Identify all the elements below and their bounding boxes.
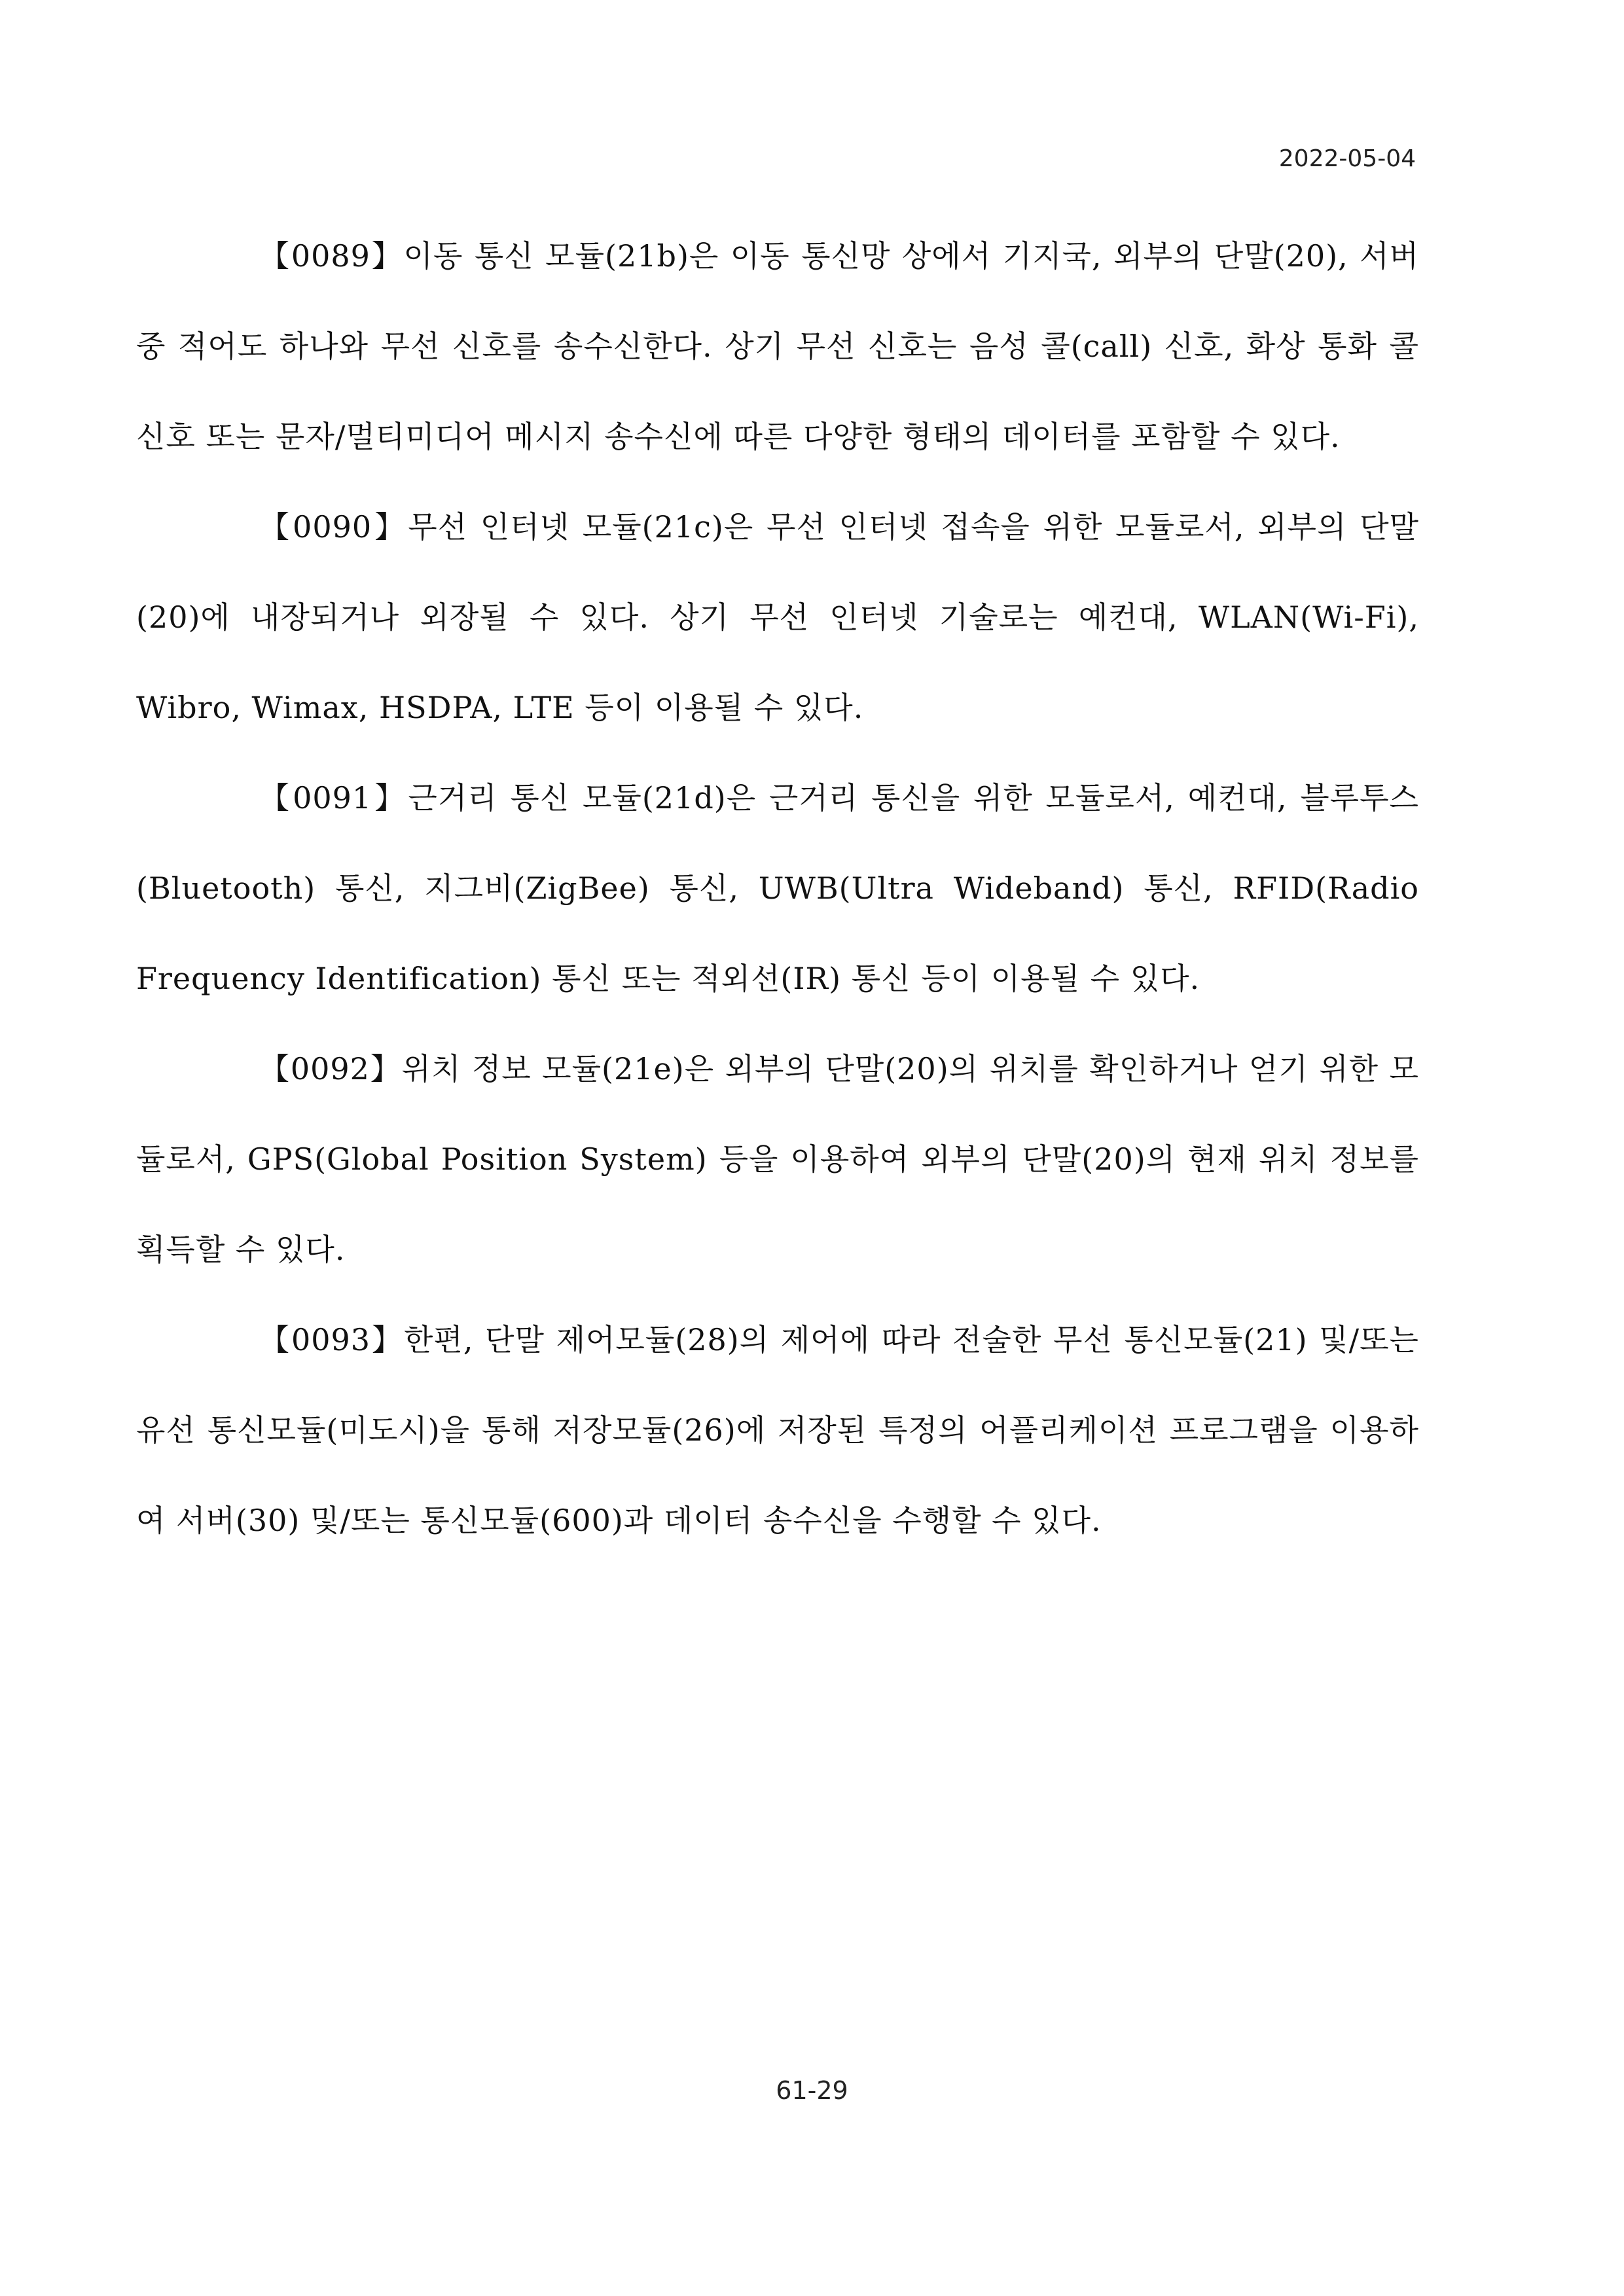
- paragraph-0089: [136, 211, 1419, 482]
- paragraph-0091: [136, 753, 1419, 1024]
- paragraph-number: 【0093】: [259, 1322, 404, 1357]
- body-text: [136, 211, 1419, 1566]
- paragraph-text: 무선 인터넷 모듈(21c)은 무선 인터넷 접속을 위한 모듈로서, 외부의 단말(20)에 내장되거나 외장될 수 있다. 상기 무선 인터넷 기술로는 예컨대, WLAN(Wi-Fi), Wibro, Wimax, HSDPA, LTE 등이 이용될 수 있다.: [136, 509, 1419, 725]
- page-number: 61-29: [776, 2076, 848, 2105]
- header-date: 2022-05-04: [1278, 145, 1416, 172]
- paragraph-number: 【0091】: [259, 780, 408, 816]
- paragraph-0090: [136, 482, 1419, 753]
- paragraph-number: 【0090】: [259, 509, 408, 545]
- paragraph-text: 위치 정보 모듈(21e)은 외부의 단말(20)의 위치를 확인하거나 얻기 위한 모듈로서, GPS(Global Position System) 등을 이용하여 외부의 단말(20)의 현재 위치 정보를 획득할 수 있다.: [136, 1051, 1419, 1267]
- paragraph-text: 이동 통신 모듈(21b)은 이동 통신망 상에서 기지국, 외부의 단말(20), 서버 중 적어도 하나와 무선 신호를 송수신한다. 상기 무선 신호는 음성 콜(call) 신호, 화상 통화 콜 신호 또는 문자/멀티미디어 메시지 송수신에 따른 다양한 형태의 데이터를 포함할 수 있다.: [136, 238, 1419, 454]
- paragraph-text: 한편, 단말 제어모듈(28)의 제어에 따라 전술한 무선 통신모듈(21) 및/또는 유선 통신모듈(미도시)을 통해 저장모듈(26)에 저장된 특정의 어플리케이션 프로그램을 이용하여 서버(30) 및/또는 통신모듈(600)과 데이터 송수신을 수행할 수 있다.: [136, 1322, 1419, 1538]
- paragraph-number: 【0092】: [259, 1051, 402, 1086]
- paragraph-number: 【0089】: [259, 238, 404, 274]
- paragraph-text: 근거리 통신 모듈(21d)은 근거리 통신을 위한 모듈로서, 예컨대, 블루투스(Bluetooth) 통신, 지그비(ZigBee) 통신, UWB(Ultra Wideband) 통신, RFID(Radio Frequency Identification) 통신 또는 적외선(IR) 통신 등이 이용될 수 있다.: [136, 780, 1419, 996]
- paragraph-0093: [136, 1295, 1419, 1566]
- paragraph-0092: [136, 1024, 1419, 1295]
